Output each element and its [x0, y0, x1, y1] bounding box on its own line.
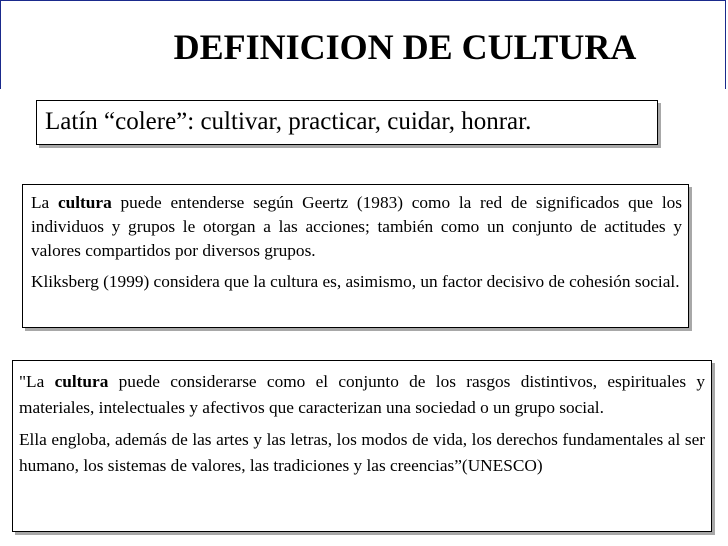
etymology-box [36, 100, 658, 145]
kliksberg-paragraph: Kliksberg (1999) considera que la cultura es, asimismo, un factor decisivo de cohesión social. [31, 272, 680, 291]
etymology-text: Latín “colere”: cultivar, practicar, cuidar, honrar. [45, 108, 532, 135]
unesco-definition-box [12, 360, 712, 532]
geertz-body: puede entenderse según Geertz (1983) como la red de significados que los individuos y grupos le otorgan a las acciones; también como un conjunto de actitudes y valores compartidos por diversos grupos. [31, 193, 682, 260]
unesco-prefix: "La [19, 372, 55, 391]
page-title: DEFINICION DE CULTURA [173, 27, 637, 67]
geertz-paragraph [31, 191, 682, 263]
unesco-second-paragraph: Ella engloba, además de las artes y las letras, los modos de vida, los derechos fundamentales al ser humano, los sistemas de valores, las tradiciones y las creencias”(UNESCO) [19, 430, 705, 475]
geertz-keyword: cultura [57, 193, 112, 212]
geertz-definition-box [22, 184, 689, 328]
geertz-prefix: La [31, 193, 58, 212]
unesco-paragraph [19, 369, 705, 421]
unesco-keyword: cultura [54, 372, 109, 391]
unesco-body: puede considerarse como el conjunto de los rasgos distintivos, espirituales y materiales, intelectuales y afectivos que caracterizan una sociedad o un grupo social. [19, 372, 705, 417]
